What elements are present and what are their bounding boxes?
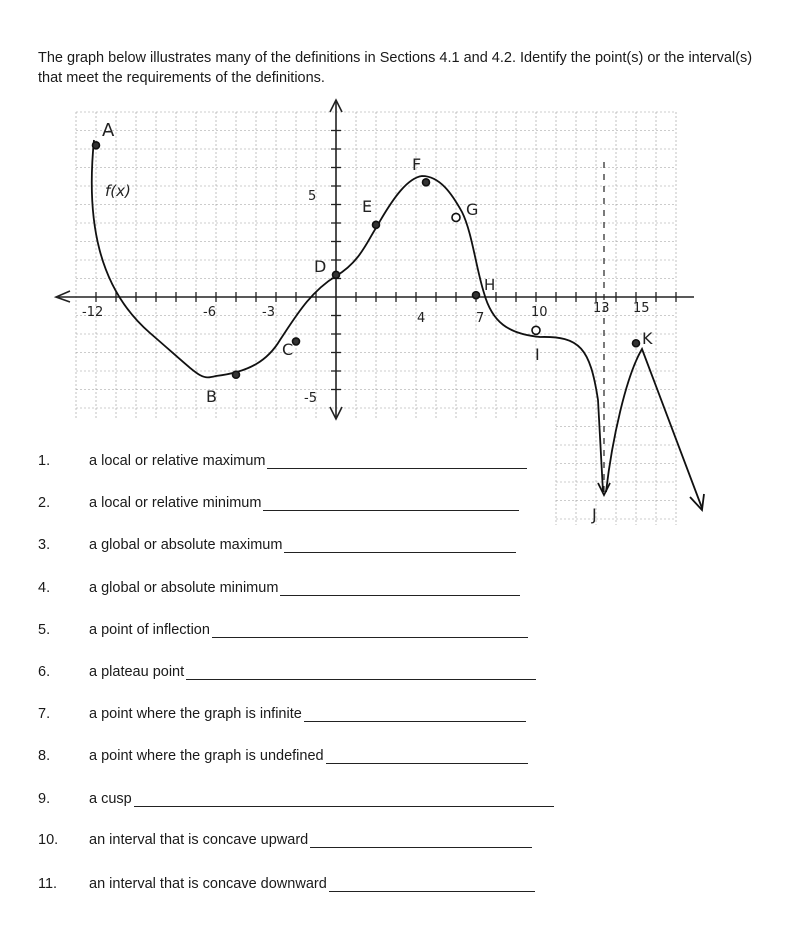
point-marker-k xyxy=(633,340,640,347)
point-marker-d xyxy=(333,271,340,278)
question-number: 11. xyxy=(38,876,58,892)
question-number: 7. xyxy=(38,706,51,722)
answer-blank-4[interactable] xyxy=(280,581,520,596)
question-text: a plateau point xyxy=(89,664,185,680)
answer-blank-11[interactable] xyxy=(329,877,535,892)
y-tick-label-neg5: -5 xyxy=(304,391,317,406)
question-text: a local or relative maximum xyxy=(89,453,266,469)
curve-main xyxy=(92,140,603,492)
question-text: a global or absolute minimum xyxy=(89,580,279,596)
answer-blank-3[interactable] xyxy=(284,538,516,553)
question-text: a point where the graph is undefined xyxy=(89,748,324,764)
question-text: a cusp xyxy=(89,791,132,807)
question-11 xyxy=(38,872,535,892)
answer-blank-10[interactable] xyxy=(310,833,532,848)
question-number: 6. xyxy=(38,664,51,680)
x-tick-label-neg6: -6 xyxy=(203,305,216,320)
answer-blank-1[interactable] xyxy=(267,454,527,469)
point-label-f: F xyxy=(412,155,422,174)
point-label-c: C xyxy=(282,340,294,359)
point-marker-b xyxy=(233,371,240,378)
point-marker-i xyxy=(532,326,540,334)
x-tick-label-7: 7 xyxy=(476,311,485,326)
answer-blank-6[interactable] xyxy=(186,665,536,680)
question-text: a local or relative minimum xyxy=(89,495,262,511)
x-tick-label-4: 4 xyxy=(417,311,426,326)
point-label-a: A xyxy=(102,120,115,141)
question-number: 3. xyxy=(38,537,51,553)
answer-blank-9[interactable] xyxy=(134,792,554,807)
question-text: an interval that is concave downward xyxy=(89,876,327,892)
point-marker-g xyxy=(452,213,460,221)
x-tick-label-neg3: -3 xyxy=(262,305,275,320)
question-number: 4. xyxy=(38,580,51,596)
question-4 xyxy=(38,576,520,596)
question-9 xyxy=(38,787,554,807)
question-number: 1. xyxy=(38,453,51,469)
question-text: a point of inflection xyxy=(89,622,210,638)
question-2 xyxy=(38,491,519,511)
point-marker-a xyxy=(93,142,100,149)
y-tick-label-5: 5 xyxy=(308,189,317,204)
answer-blank-8[interactable] xyxy=(326,749,528,764)
x-tick-label-13: 13 xyxy=(593,301,610,316)
point-marker-e xyxy=(373,221,380,228)
curve-right-branch xyxy=(606,349,702,508)
question-number: 2. xyxy=(38,495,51,511)
question-10 xyxy=(38,828,532,848)
question-8 xyxy=(38,744,528,764)
x-tick-label-10: 10 xyxy=(531,305,548,320)
question-1 xyxy=(38,449,527,469)
point-label-k: K xyxy=(642,329,653,348)
x-tick-label-15: 15 xyxy=(633,301,650,316)
point-label-h: H xyxy=(484,276,496,294)
point-label-i: I xyxy=(535,345,540,364)
answer-blank-5[interactable] xyxy=(212,623,528,638)
function-label: f(x) xyxy=(105,182,131,200)
point-marker-f xyxy=(423,179,430,186)
point-label-d: D xyxy=(314,257,327,276)
point-label-e: E xyxy=(362,197,373,216)
point-marker-c xyxy=(293,338,300,345)
question-text: a point where the graph is infinite xyxy=(89,706,302,722)
point-marker-h xyxy=(473,292,480,299)
answer-blank-7[interactable] xyxy=(304,707,526,722)
question-3 xyxy=(38,533,516,553)
instructions-text: The graph below illustrates many of the definitions in Sections 4.1 and 4.2. Identify the point(s) or the interval(s) that meet the requirements of the definitions. xyxy=(38,50,753,86)
answer-blank-2[interactable] xyxy=(263,496,519,511)
x-tick-labels xyxy=(82,301,650,326)
x-tick-label-neg12: -12 xyxy=(82,305,104,320)
graph-axes xyxy=(56,100,694,496)
question-number: 5. xyxy=(38,622,51,638)
question-number: 8. xyxy=(38,748,51,764)
point-label-j: J xyxy=(592,505,597,524)
question-number: 9. xyxy=(38,791,51,807)
question-7 xyxy=(38,702,526,722)
point-label-b: B xyxy=(206,387,217,406)
question-text: an interval that is concave upward xyxy=(89,832,309,848)
question-number: 10. xyxy=(38,832,59,848)
point-label-g: G xyxy=(466,200,479,219)
question-6 xyxy=(38,660,536,680)
question-text: a global or absolute maximum xyxy=(89,537,283,553)
question-5 xyxy=(38,618,528,638)
